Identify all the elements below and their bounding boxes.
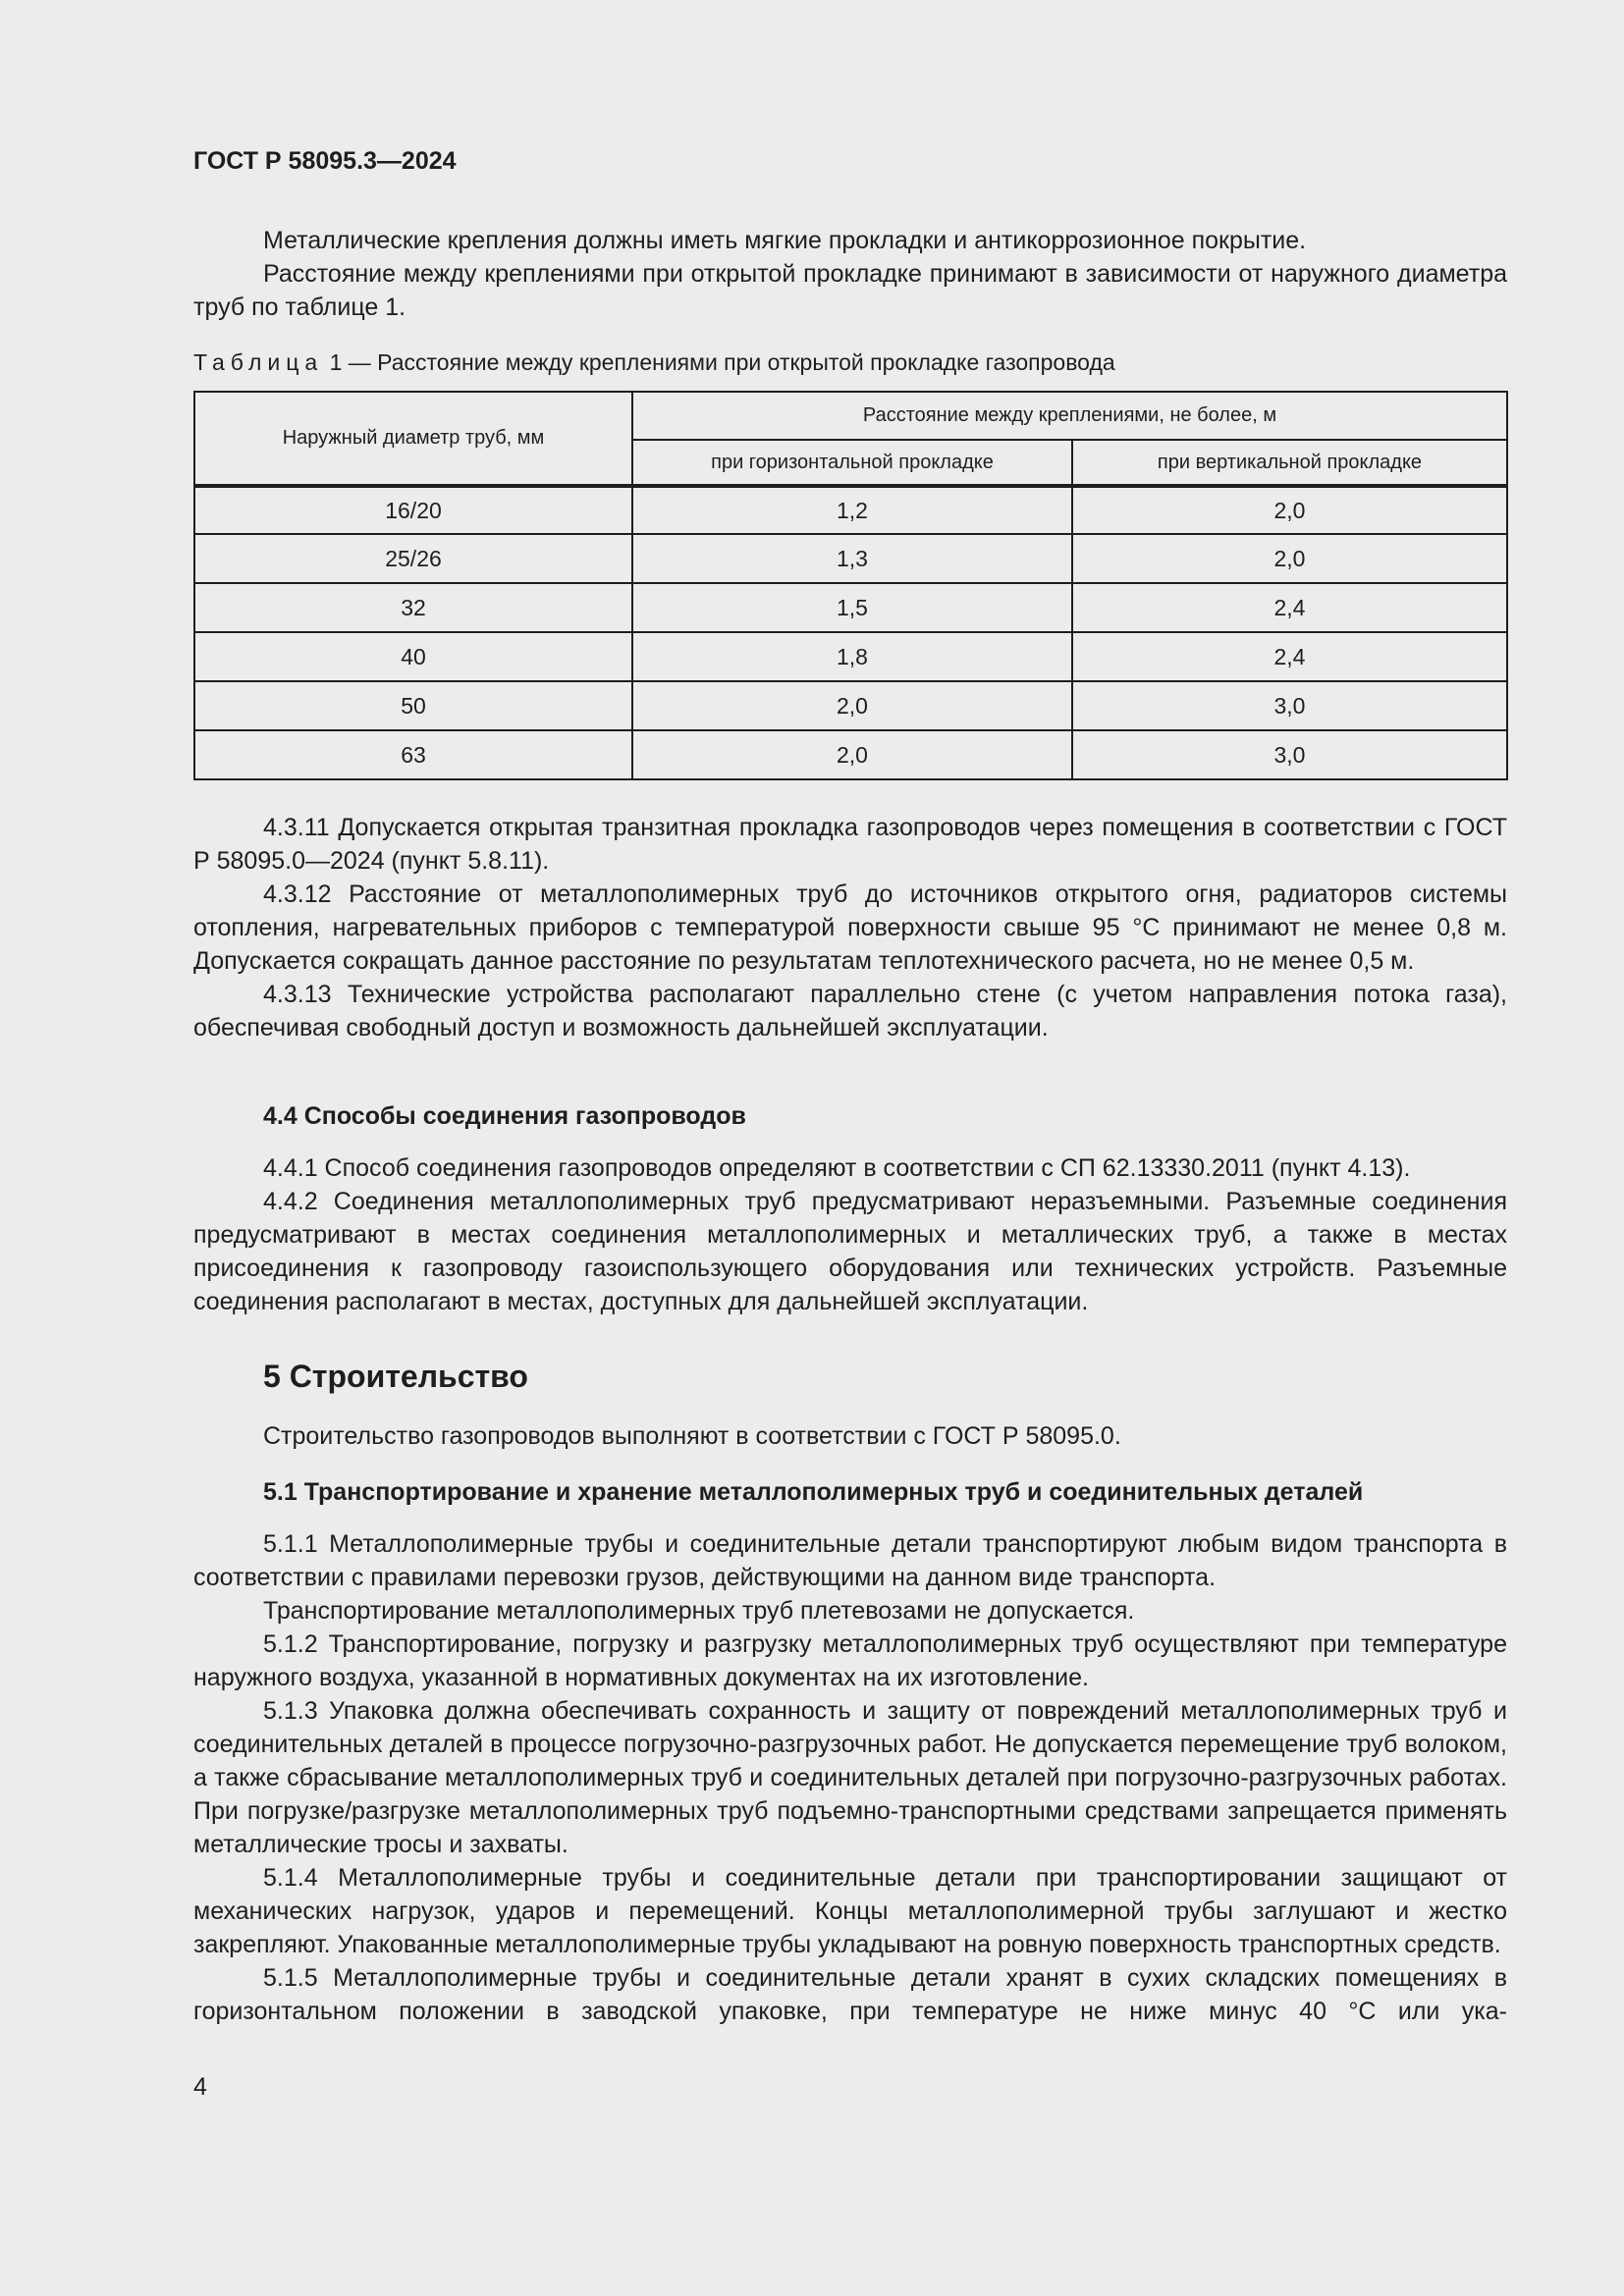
table-header-group: Расстояние между креплениями, не более, м	[632, 392, 1507, 440]
distance-table	[193, 391, 1508, 780]
table-row	[194, 486, 1507, 534]
cell-horizontal: 2,0	[632, 730, 1072, 779]
cell-vertical: 3,0	[1072, 681, 1507, 730]
paragraph: Металлические крепления должны иметь мягкие прокладки и антикоррозионное покрытие.	[263, 227, 1307, 254]
cell-vertical: 3,0	[1072, 730, 1507, 779]
cell-vertical: 2,4	[1072, 632, 1507, 681]
page-number: 4	[193, 2073, 207, 2101]
paragraph-4-3-12: 4.3.12 Расстояние от металлополимерных труб до источников открытого огня, радиаторов системы отопления, нагревательных приборов с температурой поверхности свыше 95 °С принимают не менее 0,8 м. Допускается сокращать данное расстояние по результатам теплотехнического расчета, но не менее 0,5 м.	[193, 881, 1507, 975]
heading-4-4: 4.4 Способы соединения газопроводов	[263, 1102, 746, 1130]
cell-horizontal: 1,3	[632, 534, 1072, 583]
paragraph-4-4-2: 4.4.2 Соединения металлополимерных труб предусматривают неразъемными. Разъемные соединения предусматривают в местах соединения металлополимерных и металлических труб, а также в местах присоединения к газопроводу газоиспользующего оборудования или технических устройств. Разъемные соединения располагают в местах, доступных для дальнейшей эксплуатации.	[193, 1188, 1507, 1315]
cell-horizontal: 1,2	[632, 486, 1072, 534]
cell-vertical: 2,4	[1072, 583, 1507, 632]
table-caption	[193, 349, 1507, 376]
table-header-horizontal: при горизонтальной прокладке	[632, 440, 1072, 486]
table-header-vertical: при вертикальной прокладке	[1072, 440, 1507, 486]
cell-diameter: 63	[194, 730, 632, 779]
section-5-1-paragraphs	[193, 1527, 1507, 2028]
paragraph-5-intro: Строительство газопроводов выполняют в соответствии с ГОСТ Р 58095.0.	[263, 1422, 1121, 1450]
cell-horizontal: 1,8	[632, 632, 1072, 681]
paragraph-5-1-5: 5.1.5 Металлополимерные трубы и соединительные детали хранят в сухих складских помещениях в горизонтальном положении в заводской упаковке, при температуре не ниже минус 40 °С или ука-	[193, 1964, 1507, 2025]
paragraph-4-3-11: 4.3.11 Допускается открытая транзитная прокладка газопроводов через помещения в соответствии с ГОСТ Р 58095.0—2024 (пункт 5.8.11).	[193, 814, 1507, 875]
document-header: ГОСТ Р 58095.3—2024	[193, 147, 457, 175]
cell-diameter: 32	[194, 583, 632, 632]
table-row	[194, 534, 1507, 583]
cell-diameter: 50	[194, 681, 632, 730]
paragraph-5-1-4: 5.1.4 Металлополимерные трубы и соединительные детали при транспортировании защищают от механических нагрузок, ударов и перемещений. Концы металлополимерной трубы заглушают и жестко закрепляют. Упакованные металлополимерные трубы укладывают на ровную поверхность транспортных средств.	[193, 1864, 1507, 1958]
paragraph-5-1-1-b: Транспортирование металлополимерных труб плетевозами не допускается.	[263, 1597, 1135, 1625]
table-row	[194, 681, 1507, 730]
intro-paragraphs	[193, 224, 1507, 324]
paragraph-5-1-3: 5.1.3 Упаковка должна обеспечивать сохранность и защиту от повреждений металлополимерных труб и соединительных деталей в процессе погрузочно-разгрузочных работ. Не допускается перемещение труб волоком, а также сбрасывание металлополимерных труб и соединительных деталей при погрузочно-разгрузочных работах. При погрузке/разгрузке металлополимерных труб подъемно-транспортными средствами запрещается применять металлические тросы и захваты.	[193, 1697, 1507, 1858]
paragraph-4-4-1: 4.4.1 Способ соединения газопроводов определяют в соответствии с СП 62.13330.2011 (пункт 4.13).	[263, 1154, 1411, 1182]
paragraph-4-3-13: 4.3.13 Технические устройства располагают параллельно стене (с учетом направления потока газа), обеспечивая свободный доступ и возможность дальнейшей эксплуатации.	[193, 981, 1507, 1041]
table-row	[194, 632, 1507, 681]
paragraph: Расстояние между креплениями при открытой прокладке принимают в зависимости от наружного диаметра труб по таблице 1.	[193, 260, 1507, 321]
cell-horizontal: 1,5	[632, 583, 1072, 632]
heading-5: 5 Строительство	[263, 1359, 528, 1394]
table-caption-text: 1 — Расстояние между креплениями при открытой прокладке газопровода	[329, 349, 1115, 375]
section-4-4-paragraphs	[193, 1151, 1507, 1318]
cell-vertical: 2,0	[1072, 486, 1507, 534]
heading-5-1: 5.1 Транспортирование и хранение металлополимерных труб и соединительных деталей	[263, 1478, 1364, 1506]
table-row	[194, 730, 1507, 779]
table-header-diameter: Наружный диаметр труб, мм	[194, 392, 632, 486]
paragraph-5-1-2: 5.1.2 Транспортирование, погрузку и разгрузку металлополимерных труб осуществляют при температуре наружного воздуха, указанной в нормативных документах на их изготовление.	[193, 1630, 1507, 1691]
section-4-3-paragraphs	[193, 811, 1507, 1044]
table-row	[194, 583, 1507, 632]
table-caption-lead: Таблица	[193, 349, 324, 375]
section-5-intro	[193, 1419, 1507, 1453]
cell-vertical: 2,0	[1072, 534, 1507, 583]
cell-diameter: 40	[194, 632, 632, 681]
cell-diameter: 25/26	[194, 534, 632, 583]
cell-horizontal: 2,0	[632, 681, 1072, 730]
cell-diameter: 16/20	[194, 486, 632, 534]
paragraph-5-1-1: 5.1.1 Металлополимерные трубы и соединительные детали транспортируют любым видом транспорта в соответствии с правилами перевозки грузов, действующими на данном виде транспорта.	[193, 1530, 1507, 1591]
